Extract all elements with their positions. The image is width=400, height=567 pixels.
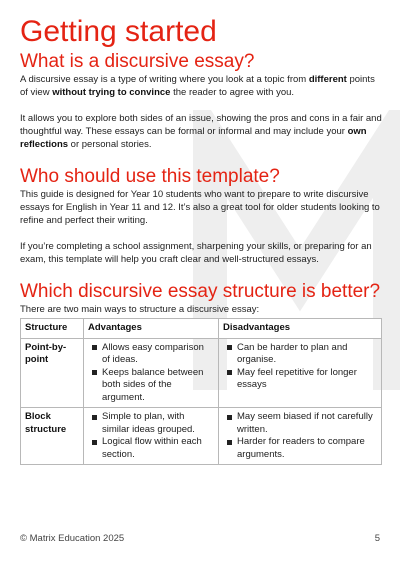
structure-comparison-table [20,318,382,465]
advantages-list [88,411,214,461]
page-footer [20,533,380,544]
emphasis-text: different [308,74,347,85]
row-structure-name: Point-by-point [21,338,84,408]
page-content [20,14,382,465]
paragraph-definition [20,73,382,99]
disadvantages-cell [219,408,382,465]
table-row [21,408,382,465]
section-heading-structure: Which discursive essay structure is better? [20,281,381,302]
paragraph-audience: This guide is designed for Year 10 students who want to prepare to write discursive essays for English in Year 11 and 12. It’s also a great tool for older students looking to refine and perfect their writing. [20,189,380,226]
list-item: May feel repetitive for longer essays [237,367,377,392]
list-item: Allows easy comparison of ideas. [102,342,214,367]
list-item: Simple to plan, with similar ideas grouped. [102,411,214,436]
list-item: Logical flow within each section. [102,436,214,461]
page-number: 5 [374,533,380,544]
list-item: Harder for readers to compare arguments. [237,436,377,461]
section-heading-who-should-use: Who should use this template? [20,166,280,187]
list-item: May seem biased if not carefully written. [237,411,377,436]
emphasis-text: without trying to convince [52,87,171,98]
paragraph-table-intro: There are two main ways to structure a discursive essay: [20,304,260,315]
paragraph-purpose: If you’re completing a school assignment, sharpening your skills, or preparing for an exam, this template will help you craft clear and well-structured essays. [20,241,372,265]
body-text: the reader to agree with you. [170,87,295,98]
column-header-disadvantages: Disadvantages [219,319,382,339]
advantages-list [88,342,214,405]
advantages-cell [84,338,219,408]
list-item: Keeps balance between both sides of the argument. [102,367,214,405]
section-heading-what-is: What is a discursive essay? [20,51,255,72]
body-text: or personal stories. [68,139,152,150]
row-structure-name: Block structure [21,408,84,465]
disadvantages-cell [219,338,382,408]
body-text: points of view [20,74,375,98]
emphasis-text: own reflections [20,126,367,150]
column-header-structure: Structure [21,319,84,339]
paragraph-explore [20,112,382,151]
list-item: Can be harder to plan and organise. [237,342,377,367]
page-title: Getting started [20,15,217,48]
body-text: It allows you to explore both sides of an issue, showing the pros and cons in a fair and thoughtful way. These essays can be formal or informal and may include your [20,113,382,137]
column-header-advantages: Advantages [84,319,219,339]
table-row [21,338,382,408]
table-header-row [21,319,382,339]
body-text: A discursive essay is a type of writing where you look at a topic from [20,74,309,85]
copyright-text: © Matrix Education 2025 [20,533,125,544]
advantages-cell [84,408,219,465]
disadvantages-list [223,342,377,392]
disadvantages-list [223,411,377,461]
